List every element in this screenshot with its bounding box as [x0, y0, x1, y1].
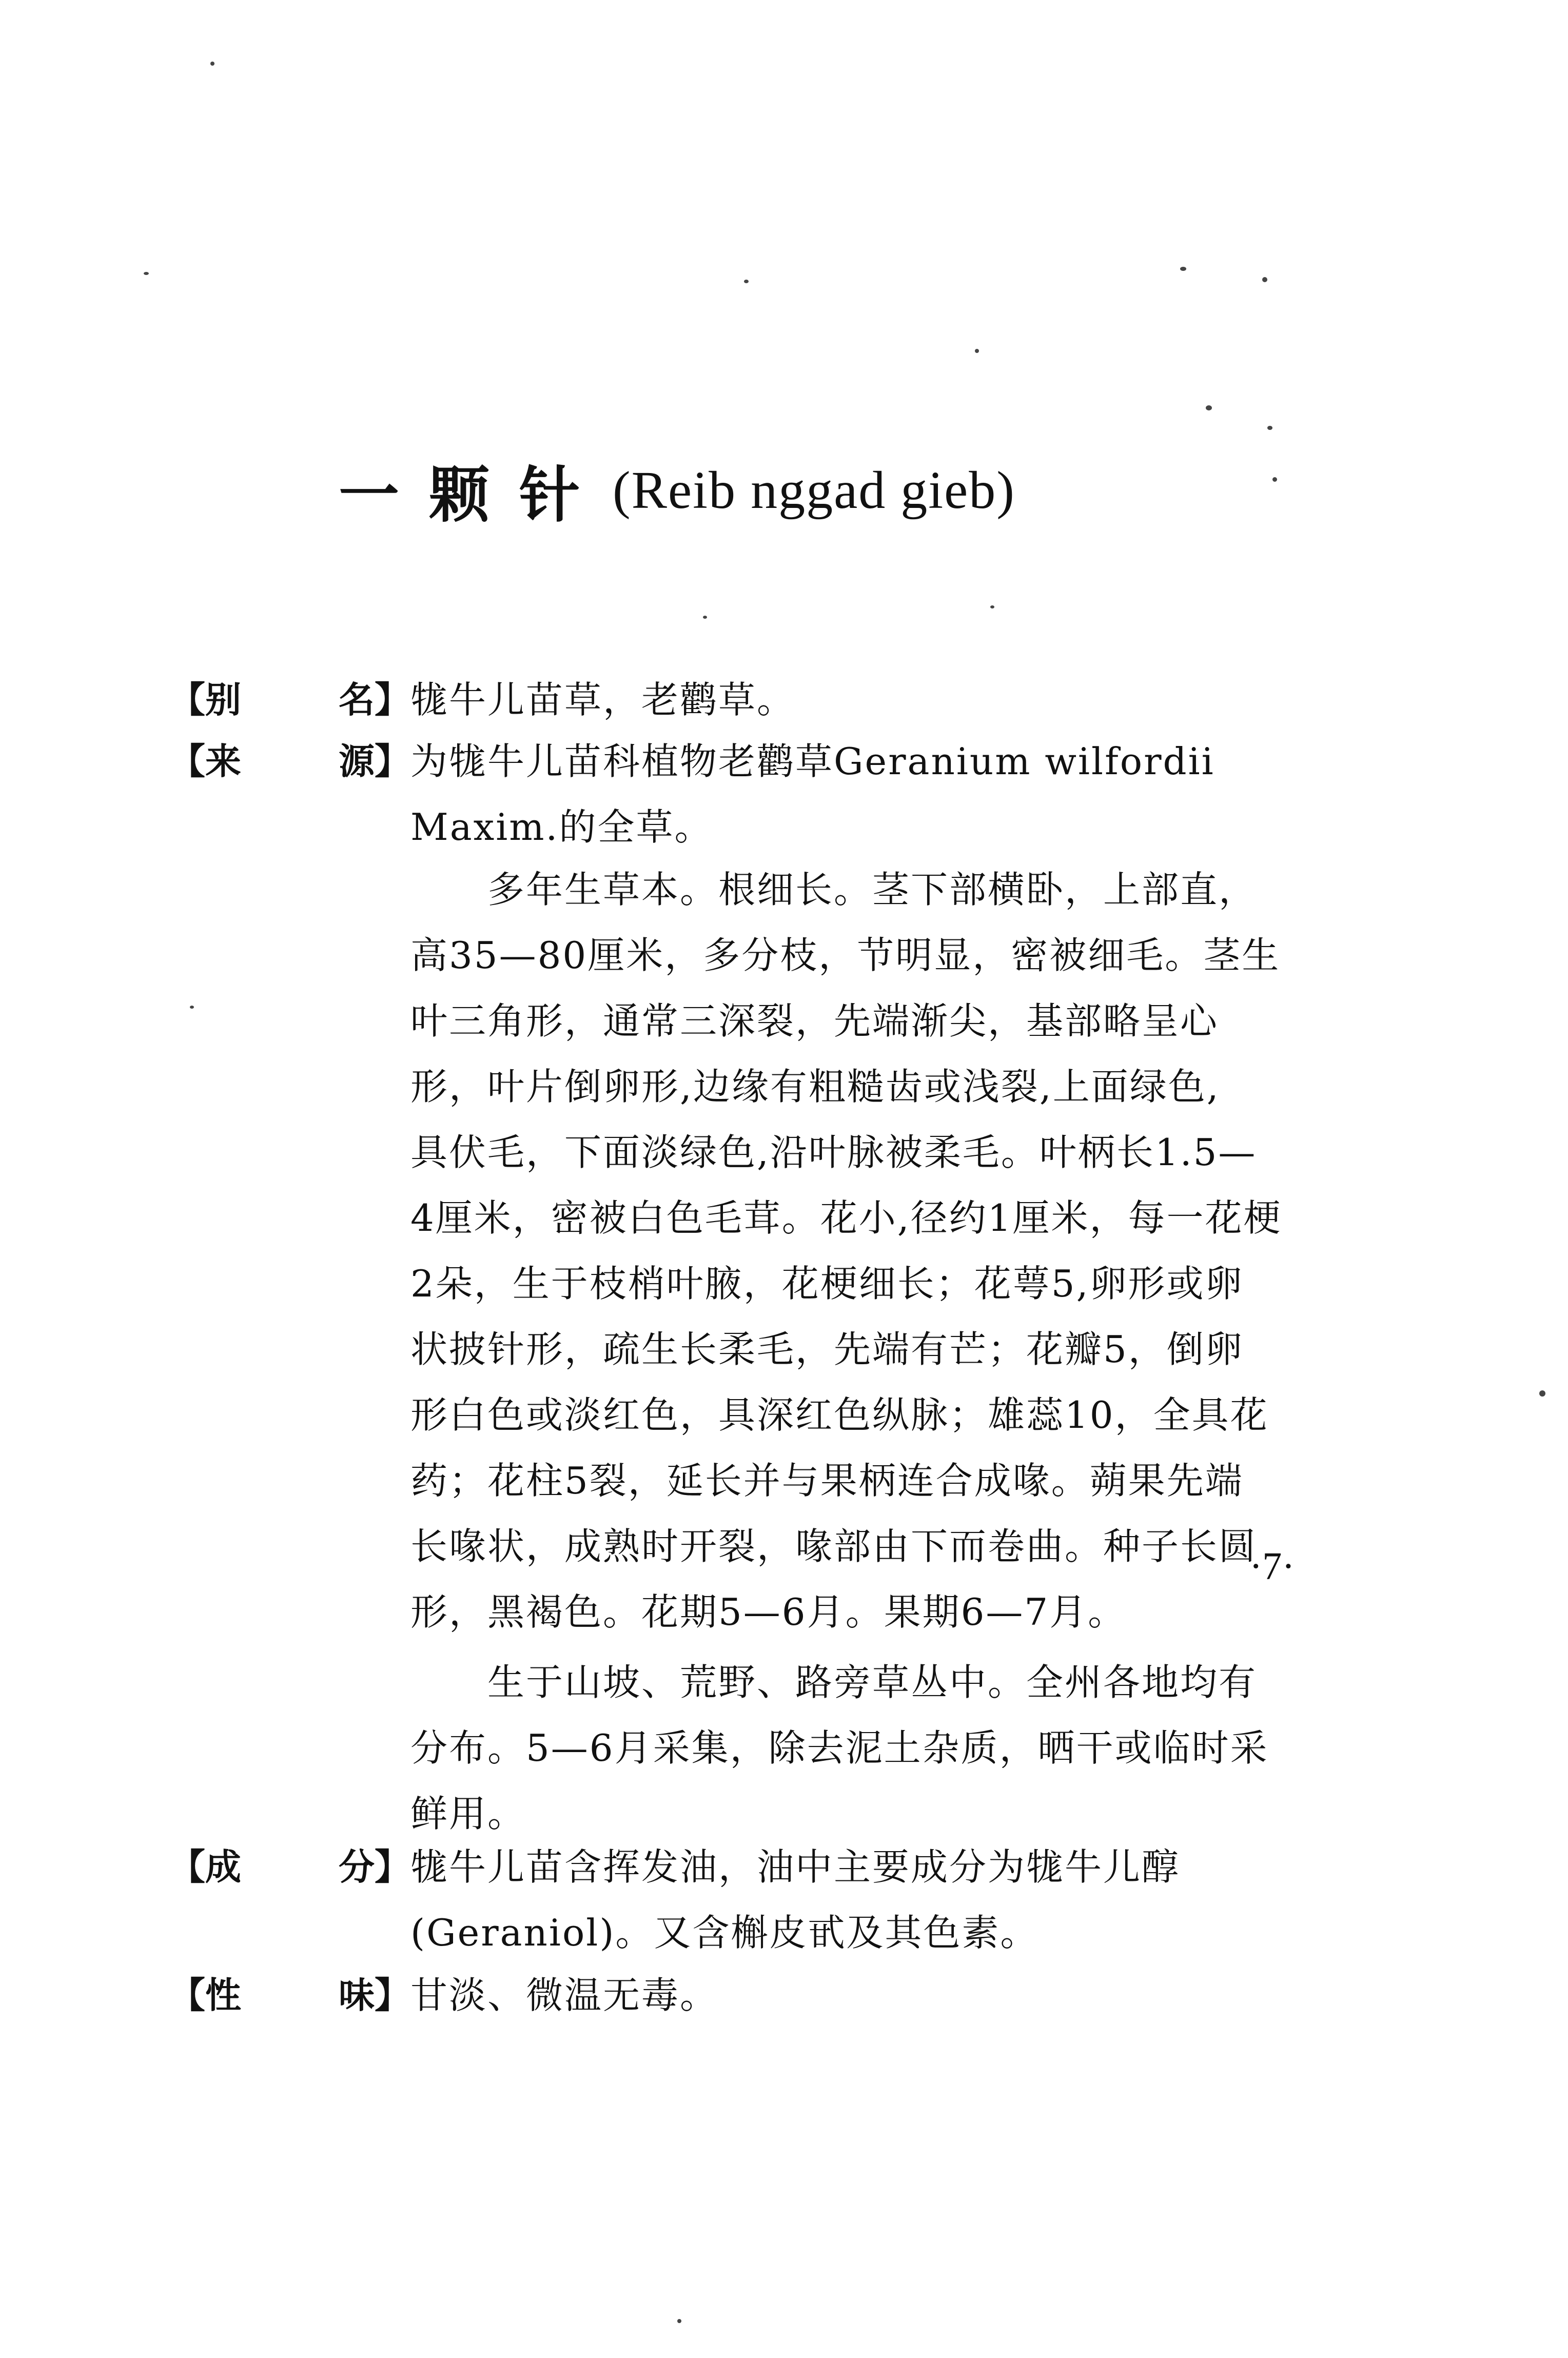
- composition-entry: [169, 1834, 1411, 1966]
- habitat-paragraph: [410, 1649, 1411, 1846]
- composition-text: [410, 1834, 1411, 1966]
- scan-speck: [144, 272, 149, 275]
- description-line: 长喙状，成熟时开裂，喙部由下而卷曲。种子长圆: [410, 1525, 1258, 1568]
- habitat-line: 生于山坡、荒野、路旁草丛中。全州各地均有: [487, 1661, 1258, 1704]
- scan-speck: [190, 1006, 194, 1009]
- description-line: 形，黑褐色。花期5—6月。果期6—7月。: [410, 1590, 1127, 1634]
- taste-text: 甘淡、微温无毒。: [410, 1974, 719, 2017]
- scan-speck: [744, 280, 749, 283]
- source-line: 为牻牛儿苗科植物老鹳草Geranium wilfordii: [410, 740, 1215, 783]
- scan-speck: [703, 616, 707, 619]
- source-text: [410, 729, 1411, 860]
- scan-speck: [1206, 405, 1212, 410]
- scan-speck: [1539, 1390, 1545, 1397]
- description-line: 2朵，生于枝梢叶腋，花梗细长；花萼5,卵形或卵: [410, 1262, 1244, 1305]
- scan-speck: [1272, 477, 1277, 482]
- source-line: Maxim.的全草。: [410, 805, 713, 849]
- composition-line: 牻牛儿苗含挥发油，油中主要成分为牻牛儿醇: [410, 1845, 1181, 1889]
- scan-speck: [1180, 267, 1186, 271]
- composition-label-right: 分】: [339, 1846, 410, 1888]
- taste-label-left: 【性: [169, 1974, 241, 2016]
- title-chinese: 一颗针: [339, 460, 610, 530]
- scan-speck: [990, 605, 994, 608]
- alias-label-right: 名】: [339, 679, 410, 721]
- entry-title: [339, 451, 1262, 528]
- description-line: 状披针形，疏生长柔毛，先端有芒；花瓣5，倒卵: [410, 1328, 1244, 1371]
- alias-entry: [169, 667, 1411, 733]
- alias-label-left: 【别: [169, 679, 241, 721]
- composition-line: (Geraniol)。又含槲皮甙及其色素。: [410, 1911, 1039, 1954]
- description-line: 4厘米，密被白色毛茸。花小,径约1厘米，每一花梗: [410, 1196, 1282, 1240]
- description-paragraph: [410, 857, 1411, 1645]
- source-label: [169, 729, 410, 794]
- scan-speck: [210, 62, 214, 66]
- description-line: 形，叶片倒卵形,边缘有粗糙齿或浅裂,上面绿色,: [410, 1065, 1220, 1108]
- source-entry: [169, 729, 1411, 860]
- description-line: 叶三角形，通常三深裂，先端渐尖，基部略呈心: [410, 999, 1219, 1043]
- habitat-line: 鲜用。: [410, 1792, 526, 1835]
- scan-speck: [677, 2319, 681, 2323]
- description-line: 药；花柱5裂，延长并与果柄连合成喙。蒴果先端: [410, 1459, 1244, 1502]
- description-line: 高35—80厘米，多分枝，节明显，密被细毛。茎生: [410, 934, 1281, 977]
- scan-speck: [1262, 277, 1267, 282]
- composition-label-left: 【成: [169, 1846, 241, 1888]
- description-line: 形白色或淡红色，具深红色纵脉；雄蕊10，全具花: [410, 1393, 1269, 1437]
- scan-speck: [975, 349, 979, 353]
- scan-speck: [1267, 426, 1272, 430]
- alias-label: [169, 667, 410, 733]
- taste-label-right: 味】: [339, 1974, 410, 2016]
- source-label-right: 源】: [339, 740, 410, 782]
- alias-text: 牻牛儿苗草，老鹳草。: [410, 678, 796, 721]
- page-number: ·7·: [1249, 1545, 1295, 1588]
- description-line: 多年生草本。根细长。茎下部横卧，上部直，: [487, 868, 1258, 911]
- habitat-line: 分布。5—6月采集，除去泥土杂质，晒干或临时采: [410, 1726, 1269, 1770]
- title-romanized: (Reib nggad gieb): [613, 460, 1015, 520]
- description-line: 具伏毛，下面淡绿色,沿叶脉被柔毛。叶柄长1.5—: [410, 1131, 1257, 1174]
- source-label-left: 【来: [169, 740, 241, 782]
- taste-label: [169, 1962, 410, 2028]
- composition-label: [169, 1834, 410, 1900]
- taste-entry: [169, 1962, 1411, 2028]
